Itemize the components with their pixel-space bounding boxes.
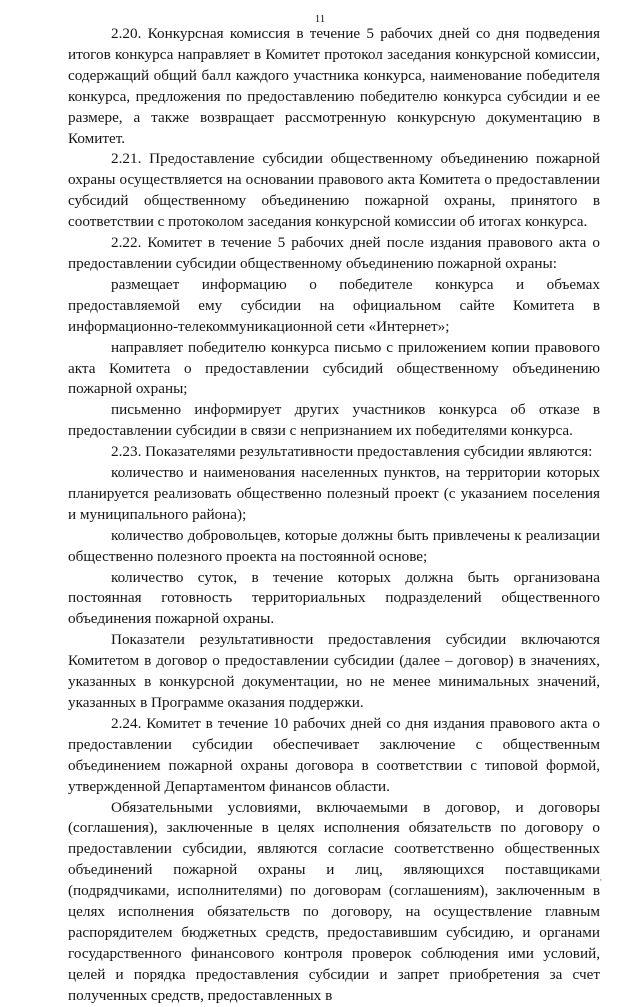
paragraph-2-23-item-2: количество добровольцев, которые должны быть привлечены к реализации общественно полезного проекта на постоянной основе; [68, 526, 600, 565]
paragraph-2-20: 2.20. Конкурсная комиссия в течение 5 рабочих дней со дня подведения итогов конкурса направляет в Комитет протокол заседания конкурсной комиссии, содержащий общий балл каждого участника конкурса, наименование победителя конкурса, предложения по предоставлению победителю конкурса субсидии и ее размере, а также возвращает рассмотренную конкурсную документацию в Комитет. [68, 25, 600, 147]
document-body [68, 24, 600, 1007]
paragraph-2-23-item-1: количество и наименования населенных пунктов, на территории которых планируется реализовать общественно полезный проект (с указанием поселения и муниципального района); [68, 464, 600, 523]
paragraph-2-22: 2.22. Комитет в течение 5 рабочих дней после издания правового акта о предоставлении субсидии общественному объединению пожарной охраны: [68, 234, 600, 272]
paragraph-2-22-item-1: размещает информацию о победителе конкурса и объемах предоставляемой ему субсидии на официальном сайте Комитета в информационно-телекоммуникационной сети «Интернет»; [68, 275, 600, 335]
scan-mark: , [599, 872, 602, 882]
paragraph-2-22-item-2: направляет победителю конкурса письмо с приложением копии правового акта Комитета о предоставлении субсидий общественному объединению пожарной охраны; [68, 338, 600, 398]
paragraph-2-21: 2.21. Предоставление субсидии общественному объединению пожарной охраны осуществляется на основании правового акта Комитета о предоставлении субсидий общественному объединению пожарной охраны, принятого в соответствии с протоколом заседания конкурсной комиссии об итогах конкурса. [68, 150, 600, 231]
paragraph-mandatory-conditions: Обязательными условиями, включаемыми в договор, и договоры (соглашения), заключенные в целях исполнения обязательств по договору о предоставлении субсидии, являются согласие соответственно общественных объединений пожарной охраны и лиц, являющихся поставщиками (подрядчиками, исполнителями) по договорам (соглашениям), заключенным в целях исполнения обязательств по договору, на осуществление главным распорядителем бюджетных средств, предоставившим субсидию, и органами государственного финансового контроля проверок соблюдения ими условий, целей и порядка предоставления субсидии и запрет приобретения за счет полученных средств, предоставленных в [68, 798, 600, 1004]
paragraph-2-24: 2.24. Комитет в течение 10 рабочих дней со дня издания правового акта о предоставлении субсидии обеспечивает заключение с общественным объединением пожарной охраны договора в соответствии с типовой формой, утвержденной Департаментом финансов области. [68, 714, 600, 795]
paragraph-indicators: Показатели результативности предоставления субсидии включаются Комитетом в договор о предоставлении субсидии (далее – договор) в значениях, указанных в конкурсной документации, но не менее минимальных значений, указанных в Программе оказания поддержки. [68, 631, 600, 711]
paragraph-2-23: 2.23. Показателями результативности предоставления субсидии являются: [111, 443, 593, 461]
paragraph-2-22-item-3: письменно информирует других участников конкурса об отказе в предоставлении субсидии в связи с непризнанием их победителями конкурса. [68, 401, 600, 440]
page-number: 11 [314, 13, 326, 25]
paragraph-2-23-item-3: количество суток, в течение которых должна быть организована постоянная готовность территориальных подразделений общественного объединения пожарной охраны. [68, 568, 600, 628]
